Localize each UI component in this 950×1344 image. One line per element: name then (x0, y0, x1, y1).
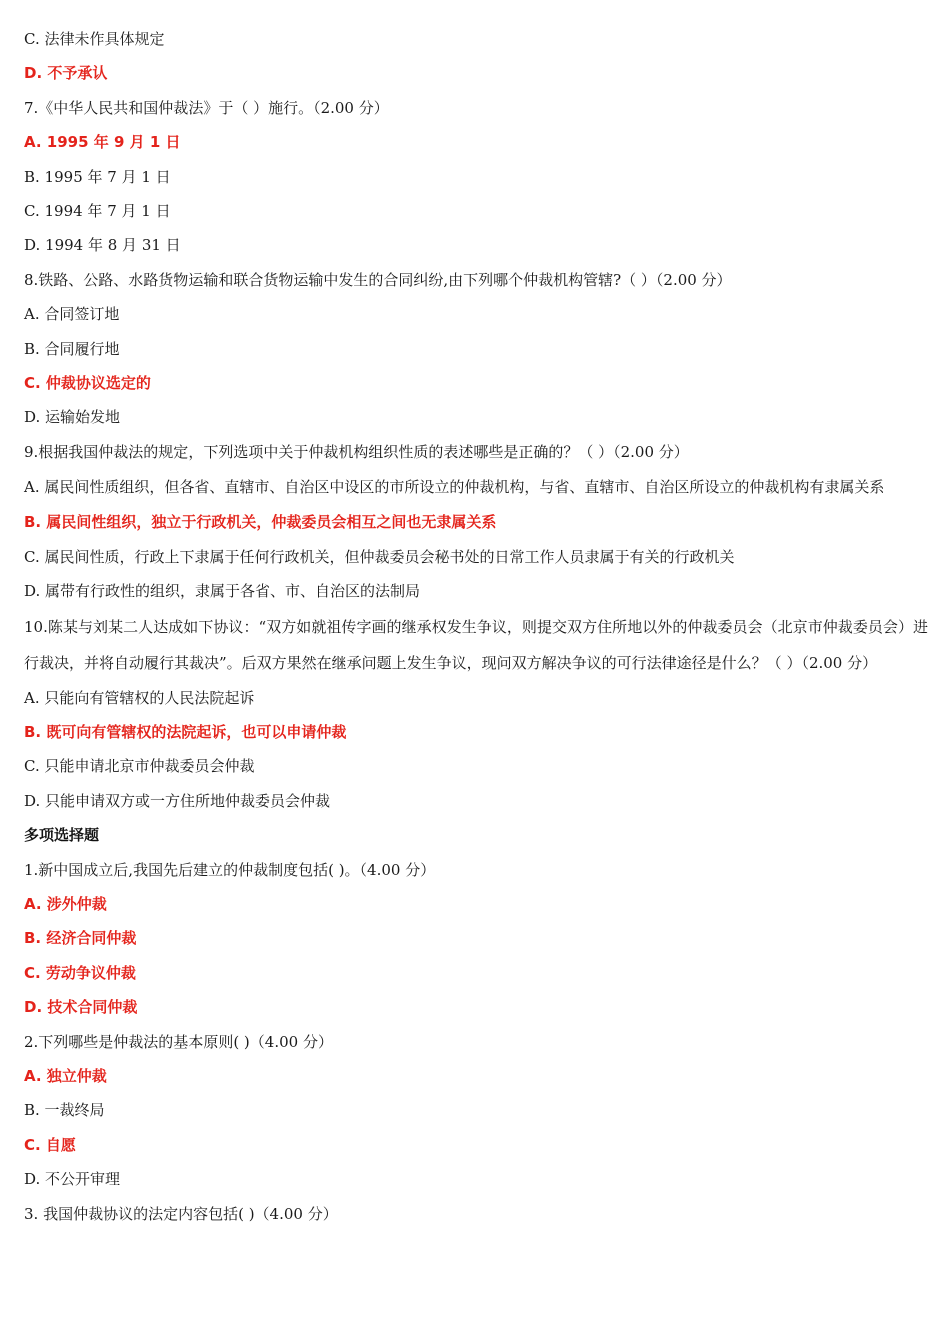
correct-answer-line: B. 经济合同仲裁 (24, 929, 137, 948)
correct-answer-line: C. 仲裁协议选定的 (24, 374, 151, 393)
correct-answer-line: B. 属民间性组织，独立于行政机关，仲裁委员会相互之间也无隶属关系 (24, 513, 497, 532)
correct-answer-line: A. 1995 年 9 月 1 日 (24, 133, 181, 152)
text-line: D. 1994 年 8 月 31 日 (24, 236, 181, 255)
question-block-7-9 (24, 22, 928, 469)
question-block-10-options (24, 681, 928, 819)
correct-answer-line: D. 技术合同仲裁 (24, 998, 138, 1017)
q9-option-a: A. 属民间性质组织，但各省、直辖市、自治区中设区的市所设立的仲裁机构，与省、直辖市、自治区所设立的仲裁机构有隶属关系 (24, 478, 885, 497)
text-line: A. 只能向有管辖权的人民法院起诉 (24, 688, 255, 707)
correct-answer-line: C. 自愿 (24, 1135, 76, 1154)
text-line: 7.《中华人民共和国仲裁法》于（ ）施行。（2.00 分） (24, 98, 389, 117)
text-line: A. 合同签订地 (24, 305, 120, 324)
text-line: D. 属带有行政性的组织，隶属于各省、市、自治区的法制局 (24, 582, 421, 601)
text-line: 9.根据我国仲裁法的规定，下列选项中关于仲裁机构组织性质的表述哪些是正确的？（ ）（2.00 分） (24, 442, 689, 461)
text-line: 3. 我国仲裁协议的法定内容包括( )（4.00 分） (24, 1204, 338, 1223)
text-line: B. 一裁终局 (24, 1101, 105, 1120)
text-line: C. 属民间性质，行政上下隶属于任何行政机关，但仲裁委员会秘书处的日常工作人员隶属于有关的行政机关 (24, 547, 735, 566)
question-block-9-rest (24, 505, 928, 608)
correct-answer-line: A. 独立仲裁 (24, 1066, 107, 1085)
text-line: D. 运输始发地 (24, 408, 121, 427)
section-heading-multiple-choice: 多项选择题 (24, 826, 100, 845)
text-line: 1.新中国成立后,我国先后建立的仲裁制度包括( )。（4.00 分） (24, 860, 436, 879)
text-line: B. 1995 年 7 月 1 日 (24, 167, 171, 186)
correct-answer-line: C. 劳动争议仲裁 (24, 963, 136, 982)
question-block-multi (24, 853, 928, 1231)
correct-answer-line: A. 涉外仲裁 (24, 894, 107, 913)
text-line: C. 法律未作具体规定 (24, 30, 165, 48)
text-line: D. 只能申请双方或一方住所地仲裁委员会仲裁 (24, 791, 331, 810)
correct-answer-line: B. 既可向有管辖权的法院起诉，也可以申请仲裁 (24, 722, 347, 741)
text-line: B. 合同履行地 (24, 339, 120, 358)
text-line: 8.铁路、公路、水路货物运输和联合货物运输中发生的合同纠纷,由下列哪个仲裁机构管辖?（ ）（2.00 分） (24, 270, 732, 289)
text-line: 2.下列哪些是仲裁法的基本原则( )（4.00 分） (24, 1032, 333, 1051)
text-line: C. 只能申请北京市仲裁委员会仲裁 (24, 757, 255, 776)
correct-answer-line: D. 不予承认 (24, 64, 108, 83)
text-line: D. 不公开审理 (24, 1170, 121, 1189)
question-10-text: 10.陈某与刘某二人达成如下协议：“双方如就祖传字画的继承权发生争议，则提交双方住所地以外的仲裁委员会（北京市仲裁委员会）进行裁决，并将自动履行其裁决”。后双方果然在继承问题上发生争议，现问双方解决争议的可行法律途径是什么？（ ）（2.00 分） (24, 617, 928, 672)
text-line: C. 1994 年 7 月 1 日 (24, 202, 171, 221)
